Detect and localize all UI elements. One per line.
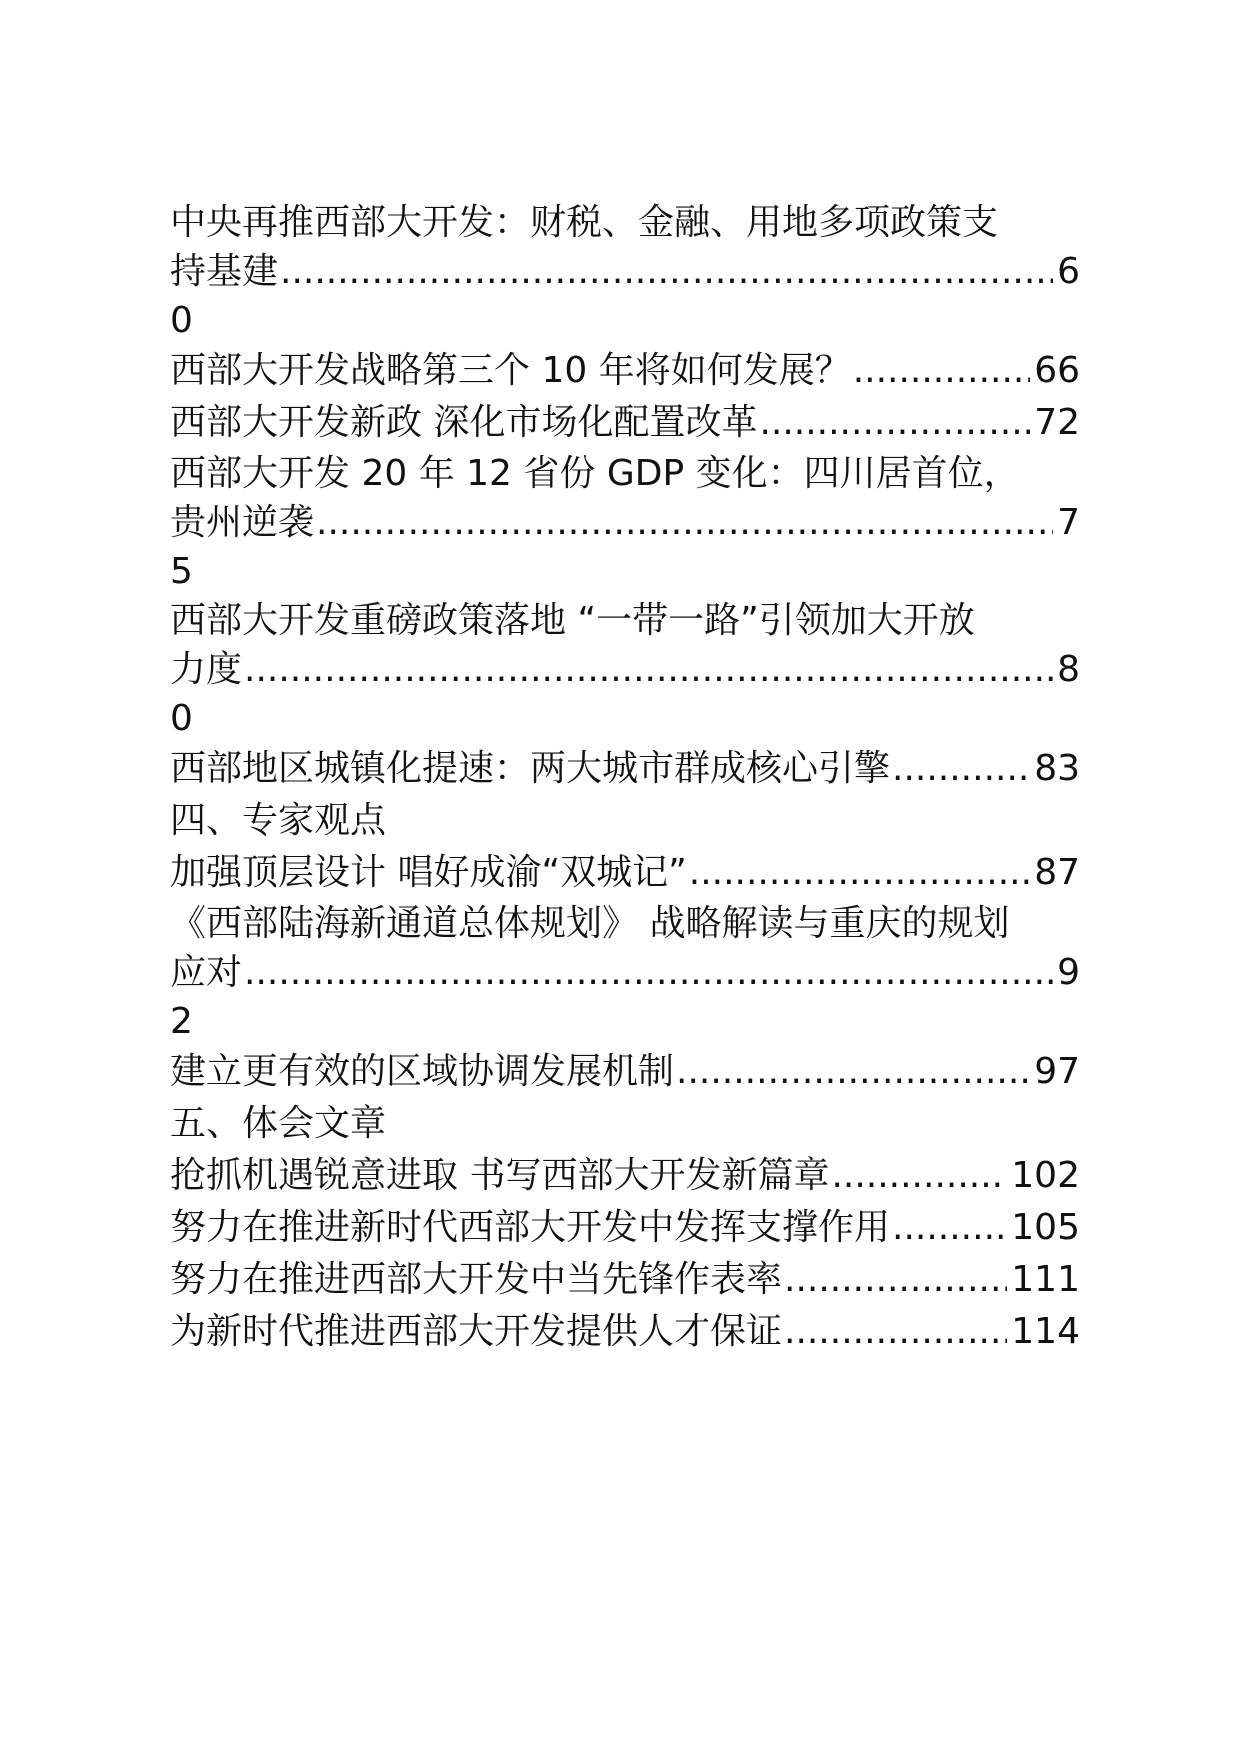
toc-entry-dotted-line (170, 1202, 1080, 1254)
toc-entry-dotted-line (170, 743, 1080, 795)
toc-entry[interactable] (170, 198, 1080, 345)
toc-entry-title: 加强顶层设计 唱好成渝“双城记” (170, 852, 687, 893)
toc-entry-dotted-line (170, 345, 1080, 397)
toc-entry-page: 83 (1034, 748, 1080, 789)
leader-dots (689, 847, 1030, 899)
toc-entry-title: 西部地区城镇化提速：两大城市群成核心引擎 (170, 748, 891, 789)
leader-dots (759, 397, 1030, 449)
leader-dots (244, 645, 1053, 694)
toc-entry-dotted-line (170, 397, 1080, 449)
leader-dots (853, 345, 1030, 397)
section-heading-text: 五、体会文章 (170, 1103, 387, 1144)
toc-entry[interactable] (170, 899, 1080, 1046)
toc-entry-page: 66 (1034, 350, 1080, 391)
toc-entry-title: 为新时代推进西部大开发提供人才保证 (170, 1311, 783, 1352)
toc-entry[interactable] (170, 1306, 1080, 1358)
leader-dots (244, 948, 1053, 997)
toc-entry-page: 87 (1034, 852, 1080, 893)
toc-entry-title-end: 持基建 (170, 251, 279, 292)
leader-dots (784, 1306, 1007, 1358)
toc-entry-title: 努力在推进新时代西部大开发中发挥支撑作用 (170, 1207, 891, 1248)
toc-entry-page: 6 (1057, 251, 1080, 292)
toc-entry-title-line: 中央再推西部大开发：财税、金融、用地多项政策支 (170, 202, 999, 243)
toc-entry-dotted-line (170, 948, 1080, 997)
toc-section-heading[interactable] (170, 795, 1080, 847)
toc-entry-page: 111 (1011, 1259, 1080, 1300)
toc-entry[interactable] (170, 449, 1080, 596)
toc-entry-dotted-line (170, 645, 1080, 694)
toc-entry-title-line: 西部大开发重磅政策落地 “一带一路”引领加大开放 (170, 600, 975, 641)
toc-entry[interactable] (170, 397, 1080, 449)
toc-entry-dotted-line (170, 247, 1080, 296)
toc-entry[interactable] (170, 1046, 1080, 1098)
leader-dots (280, 247, 1053, 296)
toc-entry[interactable] (170, 345, 1080, 397)
toc-entry-dotted-line (170, 498, 1080, 547)
toc-entry-page: 8 (1057, 649, 1080, 690)
toc-entry-title: 努力在推进西部大开发中当先锋作表率 (170, 1259, 783, 1300)
toc-entry[interactable] (170, 1202, 1080, 1254)
leader-dots (892, 743, 1030, 795)
section-heading-text: 四、专家观点 (170, 800, 387, 841)
leader-dots (316, 498, 1053, 547)
leader-dots (784, 1254, 1007, 1306)
toc-entry-dotted-line (170, 1150, 1080, 1202)
leader-dots (831, 1150, 1007, 1202)
toc-entry[interactable] (170, 743, 1080, 795)
toc-entry-page-overflow: 5 (170, 551, 193, 592)
toc-section-heading[interactable] (170, 1098, 1080, 1150)
toc-entry-title: 建立更有效的区域协调发展机制 (170, 1051, 675, 1092)
toc-entry-dotted-line (170, 1306, 1080, 1358)
toc-entry-page: 7 (1057, 502, 1080, 543)
toc-entry-title-end: 贵州逆袭 (170, 502, 315, 543)
toc-entry-page: 97 (1034, 1051, 1080, 1092)
toc-entry[interactable] (170, 1150, 1080, 1202)
toc-entry-page: 114 (1011, 1311, 1080, 1352)
toc-entry-title: 抢抓机遇锐意进取 书写西部大开发新篇章 (170, 1155, 830, 1196)
toc-entry-page: 105 (1011, 1207, 1080, 1248)
toc-entry-page-overflow: 0 (170, 698, 193, 739)
toc-entry-title-line: 《西部陆海新通道总体规划》 战略解读与重庆的规划 (170, 903, 1010, 944)
toc-entry-page-overflow: 2 (170, 1001, 193, 1042)
toc-entry-page: 102 (1011, 1155, 1080, 1196)
toc-entry-dotted-line (170, 847, 1080, 899)
toc-entry-title: 西部大开发战略第三个 10 年将如何发展？ (170, 350, 851, 391)
toc-entry[interactable] (170, 1254, 1080, 1306)
toc-entry-page-overflow: 0 (170, 300, 193, 341)
toc-entry-title-end: 应对 (170, 952, 243, 993)
table-of-contents (170, 198, 1080, 1358)
toc-entry-dotted-line (170, 1254, 1080, 1306)
toc-entry[interactable] (170, 847, 1080, 899)
toc-entry[interactable] (170, 596, 1080, 743)
toc-entry-title: 西部大开发新政 深化市场化配置改革 (170, 402, 758, 443)
toc-entry-title-end: 力度 (170, 649, 243, 690)
toc-entry-title-line: 西部大开发 20 年 12 省份 GDP 变化：四川居首位， (170, 453, 1020, 494)
toc-entry-page: 9 (1057, 952, 1080, 993)
toc-entry-page: 72 (1034, 402, 1080, 443)
leader-dots (676, 1046, 1030, 1098)
toc-entry-dotted-line (170, 1046, 1080, 1098)
leader-dots (892, 1202, 1007, 1254)
